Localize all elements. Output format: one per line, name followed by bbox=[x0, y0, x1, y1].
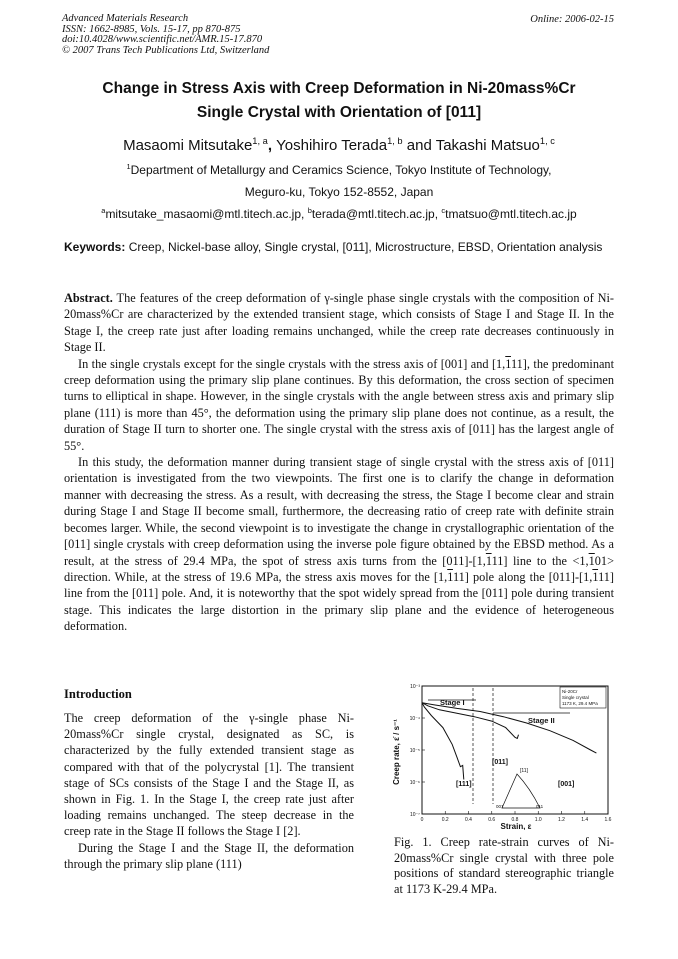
abstract-p3-a: In this study, the deformation manner during transient stage of single crystal with the stress axis of [011] orientation is investigated from the two viewpoints. The first one is to clarify the change in deformation manner with decreasing the stress. As a result, with decreasing the stress, the Stage I become clear and strain during Stage I and Stage II become small, furthermore, the decreasing ratio of creep rate with definite strain becomes larger. While, the second viewpoint is to investigate the change in crystallographic orientation of the [011] single crystals with creep deformation using the inverse pole figure obtained by the EBSD method. As a result, at the stress of 29.4 MPa, the spot of stress axis turns from the [011]-[1, bbox=[64, 455, 614, 568]
abstract-label: Abstract. bbox=[64, 291, 113, 305]
y-tick-label: 10⁻⁴ bbox=[409, 716, 420, 722]
creep-rate-figure bbox=[390, 680, 620, 830]
email-b-sup: b bbox=[307, 206, 312, 215]
overbar-index: 1 bbox=[588, 553, 595, 568]
y-tick-label: 10⁻⁵ bbox=[409, 748, 420, 754]
legend-line1: Ni-20Cr bbox=[562, 689, 578, 694]
triangle-top-label: [11] bbox=[520, 768, 528, 774]
author-3: Takashi Matsuo bbox=[435, 137, 540, 154]
triangle-br-label: 011 bbox=[536, 804, 544, 809]
author-2: Yoshihiro Terada bbox=[276, 137, 388, 154]
stage1-label: Stage I bbox=[440, 698, 465, 707]
paper-title-line1: Change in Stress Axis with Creep Deformation in Ni-20mass%Cr bbox=[102, 80, 576, 97]
stereographic-triangle bbox=[502, 774, 540, 808]
email-a[interactable]: mitsutake_masaomi@mtl.titech.ac.jp, bbox=[105, 207, 308, 221]
x-tick-label: 0 bbox=[420, 817, 424, 823]
x-tick-label: 0.2 bbox=[441, 817, 449, 823]
introduction-text bbox=[64, 710, 354, 872]
author-1: Masaomi Mitsutake bbox=[123, 137, 253, 154]
triangle-bl-label: 001 bbox=[496, 804, 504, 809]
x-tick-label: 1.4 bbox=[581, 817, 589, 823]
abstract-p3-e: 11] line from the [011] pole. And, it is noteworthy that the spot widely spread from the [011] pole during transient stage. This indicates the large distortion in the primary slip plane and the evidence of heterogeneous deformation. bbox=[64, 569, 614, 634]
overbar-index: 1 bbox=[447, 569, 453, 584]
journal-header bbox=[62, 14, 269, 56]
series-line-001 bbox=[422, 703, 596, 753]
author-sep: , bbox=[267, 137, 277, 154]
x-tick-label: 0.6 bbox=[488, 817, 496, 823]
abstract-p3-b: 11] line to the <1, bbox=[491, 553, 589, 568]
x-tick-label: 0.8 bbox=[511, 817, 519, 823]
abstract-p3 bbox=[64, 454, 614, 634]
label-011: [011] bbox=[492, 759, 508, 766]
y-tick-label: 10⁻⁷ bbox=[409, 812, 420, 818]
abstract-p2-b: 11], the predominant creep deformation using the primary slip plane continues. By this deformation, the cross section of specimen turns to elliptical in shape. However, in the single crystals with the angle between stress axis and primary slip plane (111) is more than 45°, the deformation using the primary slip plane does not continue, as a result, the duration of Stage II turn to shorter one. The single crystal with the stress axis of [011] has the largest angle of 55°. bbox=[64, 356, 614, 453]
label-001: [001] bbox=[558, 781, 575, 788]
figure-caption: Fig. 1. Creep rate-strain curves of Ni-20mass%Cr single crystal with three pole positions of standard stereographic triangle at 1173 K-29.4 MPa. bbox=[394, 835, 614, 896]
legend-line3: 1173 K, 29.4 MPa bbox=[562, 701, 598, 706]
label-111: [111] bbox=[456, 781, 472, 788]
affiliation-sup: 1 bbox=[126, 162, 131, 171]
email-a-sup: a bbox=[101, 206, 106, 215]
overbar-index: 1 bbox=[505, 356, 511, 371]
intro-p2: During the Stage I and the Stage II, the deformation through the primary slip plane (111) bbox=[64, 840, 354, 871]
legend-line2: Single crystal bbox=[562, 695, 589, 700]
stage2-label: Stage II bbox=[528, 716, 555, 725]
abstract-p2-a: In the single crystals except for the single crystals with the stress axis of [001] and [1, bbox=[78, 356, 506, 371]
x-tick-label: 1.2 bbox=[558, 817, 565, 823]
affiliation-line1 bbox=[40, 163, 638, 177]
y-tick-label: 10⁻⁶ bbox=[409, 780, 420, 786]
author-1-sup: 1, a bbox=[252, 136, 268, 146]
author-3-sup: 1, c bbox=[539, 136, 555, 146]
abstract-p1 bbox=[64, 290, 614, 356]
keywords-label: Keywords: bbox=[64, 240, 126, 254]
abstract bbox=[64, 290, 614, 635]
email-b[interactable]: terada@mtl.titech.ac.jp, bbox=[311, 207, 442, 221]
copyright: © 2007 Trans Tech Publications Ltd, Switzerland bbox=[62, 44, 270, 56]
email-c-sup: c bbox=[441, 206, 446, 215]
y-axis-label: Creep rate, ε̇ / s⁻¹ bbox=[392, 719, 401, 785]
issn: ISSN: 1662-8985, Vols. 15-17, pp 870-875 bbox=[62, 23, 241, 35]
doi[interactable]: doi:10.4028/www.scientific.net/AMR.15-17.870 bbox=[62, 34, 263, 45]
curves bbox=[422, 703, 596, 780]
online-date: Online: 2006-02-15 bbox=[530, 14, 614, 25]
x-tick-label: 0.4 bbox=[465, 817, 472, 823]
overbar-index: 1 bbox=[592, 569, 599, 584]
x-tick-label: 1.0 bbox=[534, 817, 542, 823]
abstract-p3-d: 11] pole along the [011]-[1, bbox=[452, 569, 593, 584]
email-line bbox=[40, 207, 638, 221]
affiliation-text: Department of Metallurgy and Ceramics Science, Tokyo Institute of Technology, bbox=[130, 163, 552, 177]
intro-p1: The creep deformation of the γ-single phase Ni-20mass%Cr single crystal, designated as SC, is characterized by the fully extended transient stage as compared with that of the polycrystal [1]. The transient stage of SCs consists of the Stage I and the Stage II, as shown in Fig. 1. In the Stage I, the creep rate just after loading remains unchanged. The steep decrease in the creep rate in the Stage II follows the Stage I [2]. bbox=[64, 711, 354, 839]
author-sep: and bbox=[402, 137, 436, 154]
abstract-p2 bbox=[64, 356, 614, 454]
affiliation-line2: Meguro-ku, Tokyo 152-8552, Japan bbox=[244, 185, 434, 199]
y-tick-label: 10⁻³ bbox=[410, 684, 420, 690]
x-tick-label: 1.6 bbox=[604, 817, 612, 823]
journal-name: Advanced Materials Research bbox=[62, 13, 189, 24]
author-2-sup: 1, b bbox=[387, 136, 403, 146]
keywords-text: Creep, Nickel-base alloy, Single crystal, [011], Microstructure, EBSD, Orientation analysis bbox=[125, 240, 603, 254]
abstract-p1-text: The features of the creep deformation of γ-single phase single crystals with the composition of Ni-20mass%Cr are characterized by the extended transient stage, which consists of Stage I and Stage II. In the Stage I, the creep rate just after loading remains unchanged, while the creep rate decreases continuously in Stage II. bbox=[64, 291, 614, 355]
series-line-111 bbox=[422, 703, 464, 780]
introduction-heading: Introduction bbox=[64, 687, 132, 701]
overbar-index: 1 bbox=[485, 553, 492, 568]
abstract-p3-c: 01> direction. While, at the stress of 19.6 MPa, the stress axis moves for the [1, bbox=[64, 553, 615, 584]
author-list bbox=[40, 137, 638, 154]
keywords bbox=[64, 240, 614, 254]
paper-title-line2: Single Crystal with Orientation of [011] bbox=[196, 104, 482, 121]
email-c[interactable]: tmatsuo@mtl.titech.ac.jp bbox=[445, 207, 577, 221]
x-axis-label: Strain, ε bbox=[500, 822, 532, 830]
